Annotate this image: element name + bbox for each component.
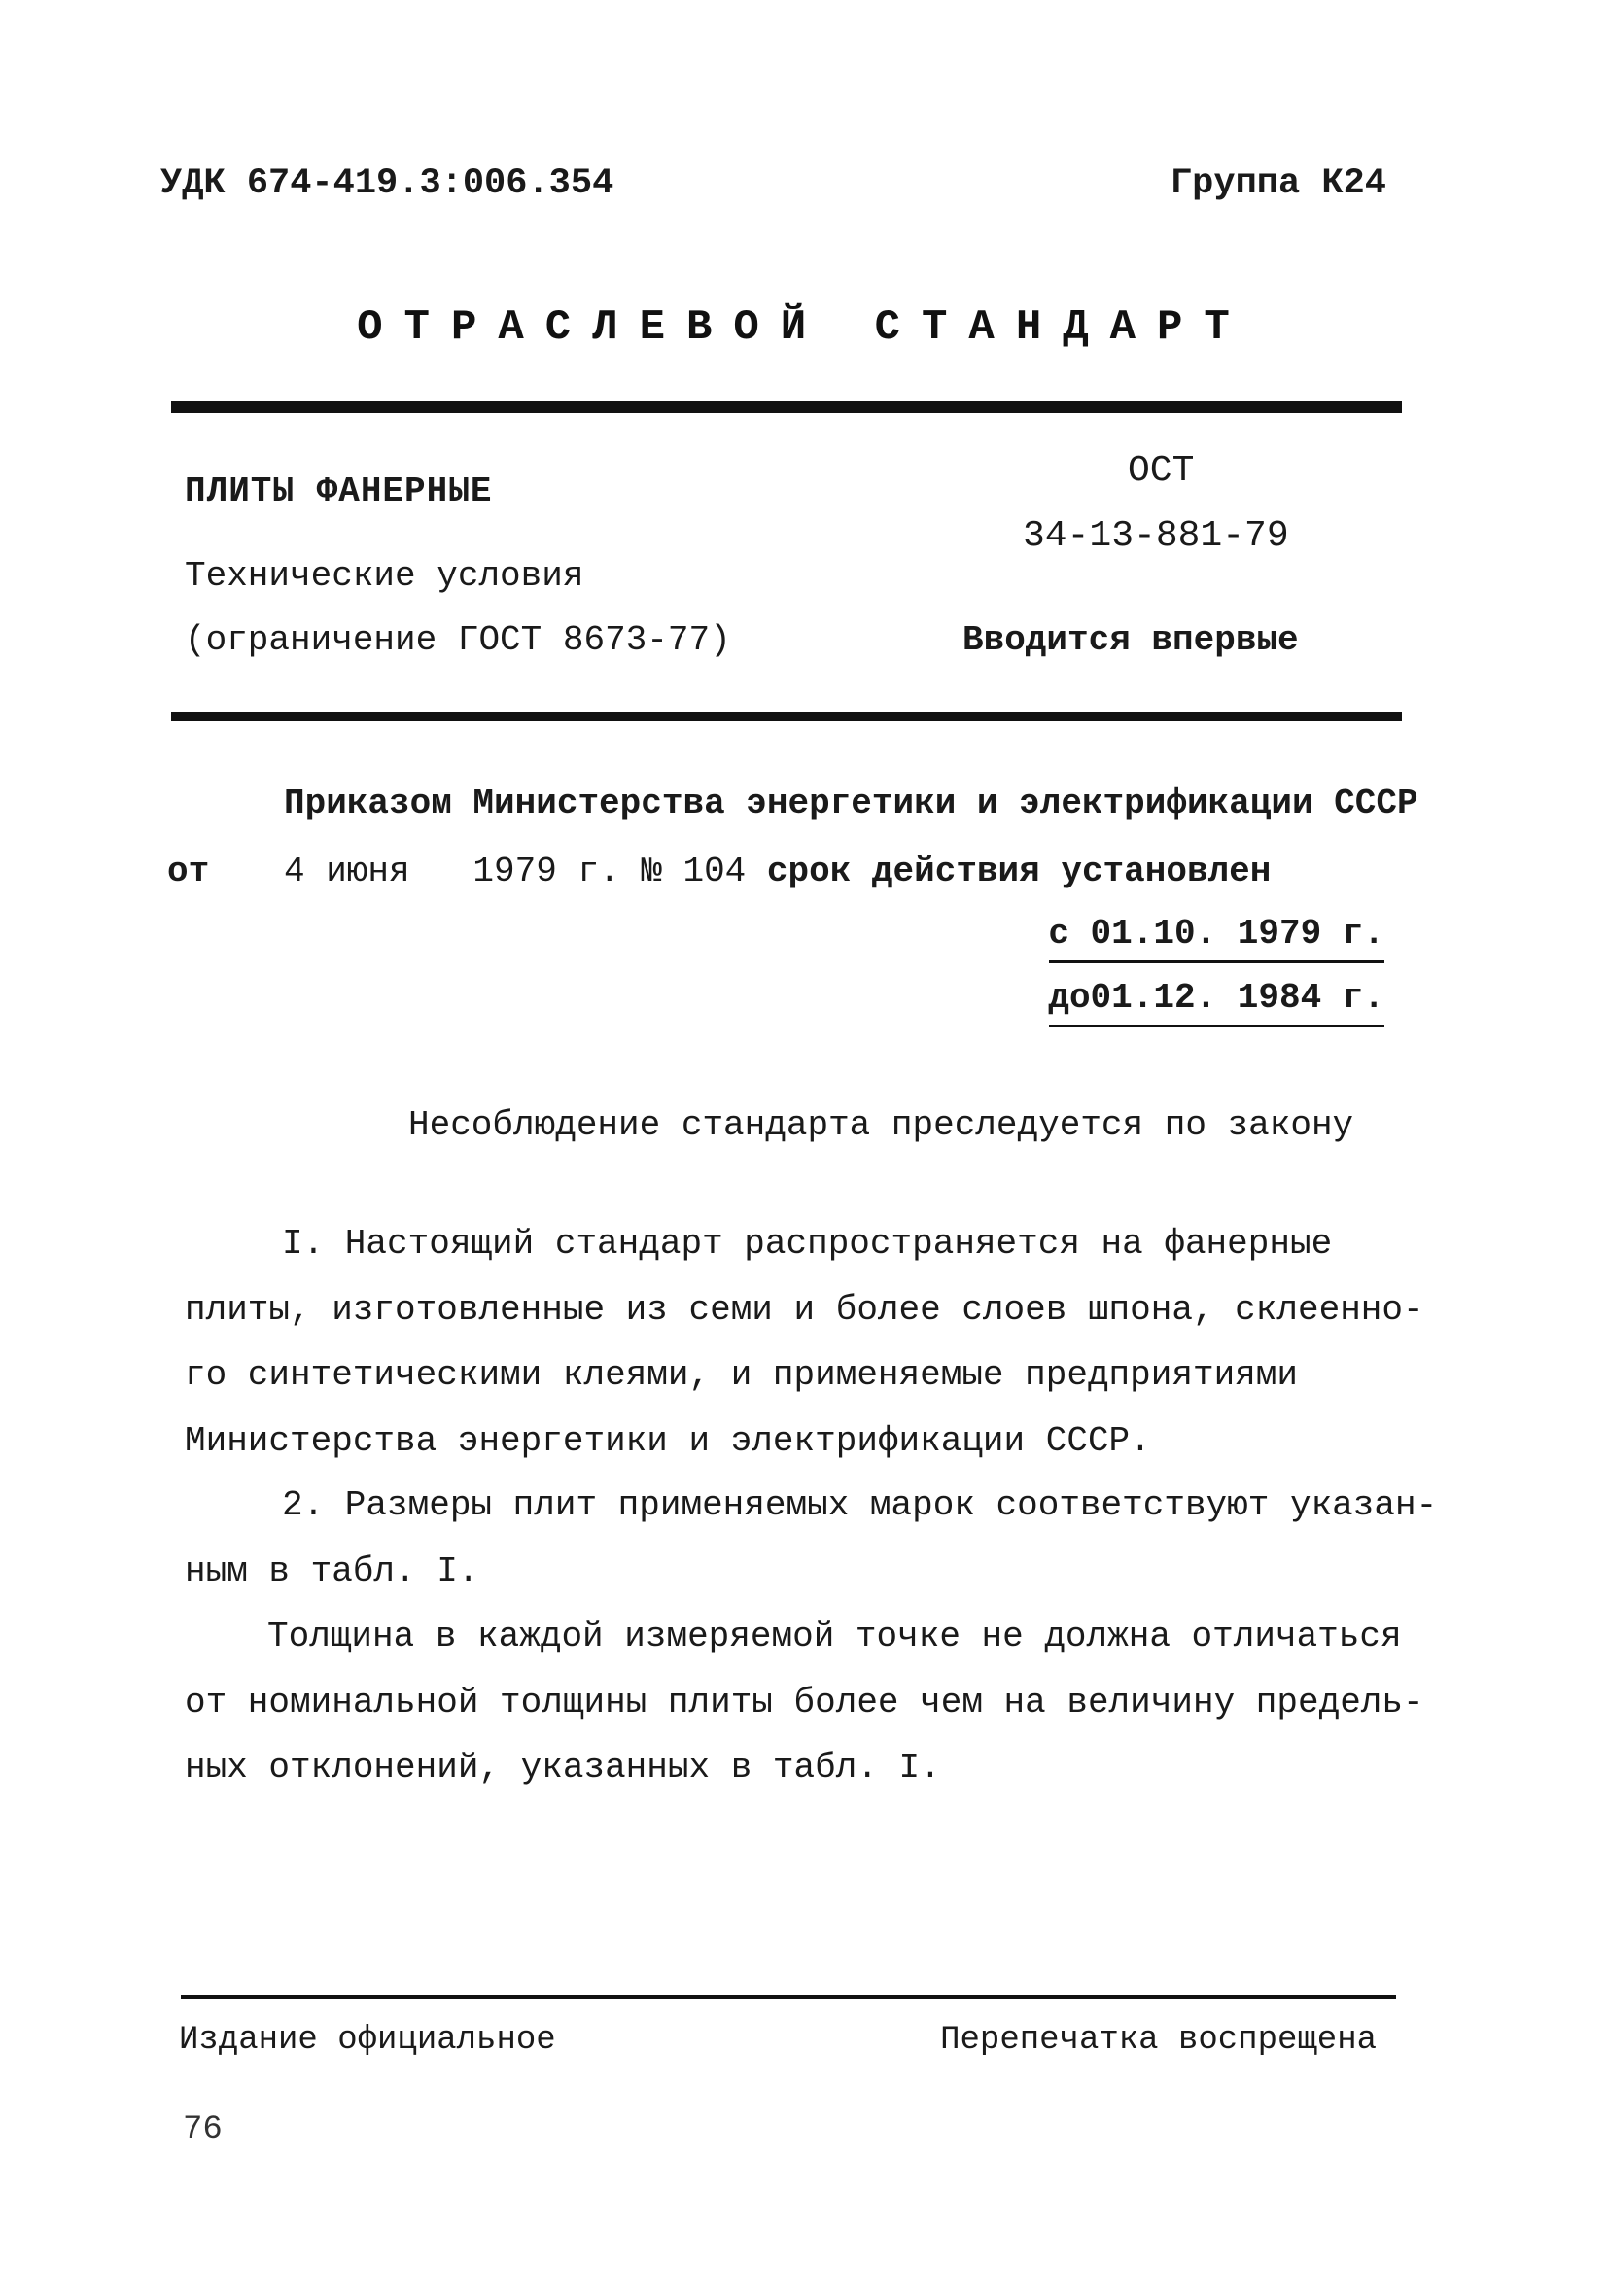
top-rule (171, 401, 1402, 413)
order-date-line (284, 852, 1271, 891)
paragraph-1-line: го синтетическими клеями, и применяемые предприятиями (185, 1355, 1298, 1395)
product-subtitle: Технические условия (185, 556, 584, 596)
order-line: Приказом Министерства энергетики и электрификации СССР (284, 783, 1418, 823)
valid-to: до01.12. 1984 г. (1048, 978, 1384, 1018)
paragraph-1-line: плиты, изготовленные из семи и более слоев шпона, склеенно- (185, 1289, 1424, 1330)
middle-rule (171, 712, 1402, 721)
udk-code: УДК 674-419.3:006.354 (160, 163, 614, 204)
footer-rule (181, 1995, 1396, 1999)
product-name: ПЛИТЫ ФАНЕРНЫЕ (185, 471, 493, 511)
group-code: Группа К24 (1170, 163, 1386, 204)
paragraph-1-line: Министерства энергетики и электрификации СССР. (185, 1420, 1151, 1461)
paragraph-3-line: от номинальной толщины плиты более чем на величину предель- (185, 1682, 1424, 1722)
product-limitation: (ограничение ГОСТ 8673-77) (185, 620, 731, 660)
paragraph-2-line: 2. Размеры плит применяемых марок соответствуют указан- (282, 1485, 1438, 1525)
page-number: 76 (183, 2111, 223, 2148)
order-term: срок действия установлен (766, 852, 1272, 891)
ost-status: Вводится впервые (962, 620, 1299, 660)
paragraph-1-line: I. Настоящий стандарт распространяется на фанерные (282, 1224, 1333, 1264)
paragraph-2-line: ным в табл. I. (185, 1550, 479, 1591)
paragraph-2 (185, 1473, 1437, 1604)
valid-from-underline (1049, 960, 1384, 963)
ost-label: ОСТ (1128, 450, 1195, 492)
paragraph-3-line: Толщина в каждой измеряемой точке не должна отличаться (267, 1617, 1402, 1656)
paragraph-1 (185, 1211, 1424, 1474)
legal-warning: Несоблюдение стандарта преследуется по закону (408, 1105, 1354, 1145)
order-date: 4 июня 1979 г. № 104 (284, 852, 767, 891)
document-title: ОТРАСЛЕВОЙ СТАНДАРТ (357, 303, 1251, 352)
valid-to-underline (1049, 1025, 1384, 1027)
paragraph-3 (185, 1604, 1424, 1801)
footer-edition: Издание официальное (179, 2022, 556, 2059)
paragraph-3-line: ных отклонений, указанных в табл. I. (185, 1748, 941, 1788)
footer-reprint-notice: Перепечатка воспрещена (940, 2022, 1377, 2059)
ost-number: 34-13-881-79 (1023, 515, 1289, 557)
valid-from: с 01.10. 1979 г. (1048, 914, 1384, 954)
order-from: от (167, 852, 210, 891)
